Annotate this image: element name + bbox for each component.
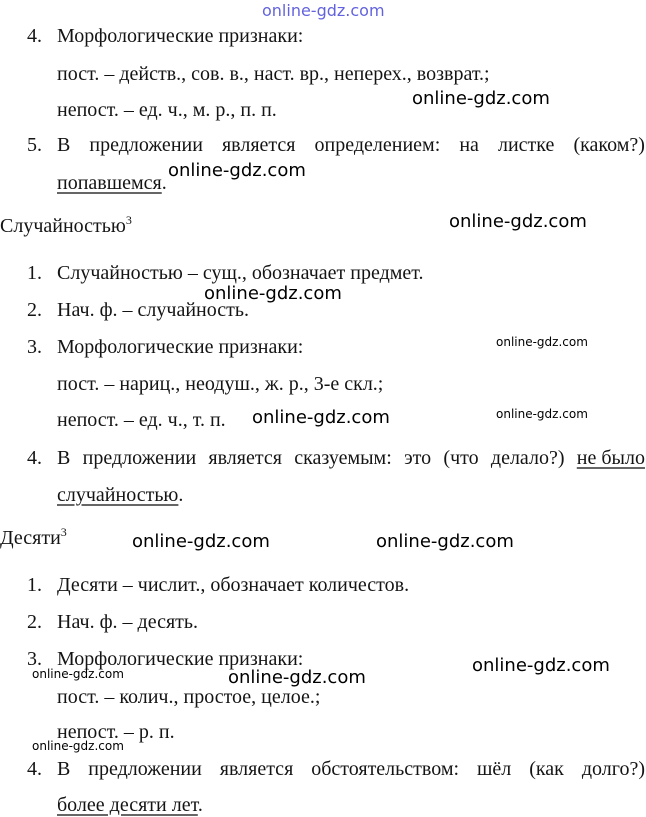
period: . — [161, 172, 167, 194]
word: В — [57, 134, 71, 156]
watermark: online-gdz.com — [204, 283, 342, 304]
item-text-continuation — [57, 171, 167, 195]
item-text: Десяти – числит., обозначает количестов. — [57, 574, 410, 596]
item-number: 2. — [27, 299, 42, 321]
word: В — [57, 758, 71, 780]
watermark: online-gdz.com — [472, 655, 610, 676]
period: . — [178, 484, 184, 506]
word: является — [219, 758, 294, 780]
watermark: online-gdz.com — [252, 407, 390, 428]
word: В — [57, 447, 71, 469]
word: предложении — [88, 758, 202, 780]
word: является — [221, 134, 296, 156]
heading-text: Случайностью — [0, 215, 126, 237]
section-heading — [0, 214, 132, 238]
watermark: online-gdz.com — [32, 739, 124, 753]
word: на — [459, 134, 479, 156]
item-number: 4. — [27, 447, 42, 469]
word: определением: — [314, 134, 441, 156]
item-text: Нач. ф. – десять. — [57, 611, 199, 633]
constant-features: пост. – колич., простое, целое.; — [57, 686, 321, 708]
heading-sup: 3 — [60, 525, 67, 539]
watermark: online-gdz.com — [449, 211, 587, 232]
variable-features: непост. – ед. ч., т. п. — [57, 409, 226, 431]
word: делало?) — [490, 447, 565, 469]
item-number: 2. — [27, 611, 42, 633]
watermark: online-gdz.com — [496, 407, 588, 421]
watermark: online-gdz.com — [32, 667, 124, 681]
item-text-justified — [57, 757, 645, 781]
underlined-word: случайностью — [57, 484, 179, 506]
item-text: Морфологические признаки: — [57, 336, 304, 358]
underlined-word: не было — [576, 447, 645, 469]
word: предложении — [82, 447, 197, 469]
item-number: 1. — [27, 574, 42, 596]
constant-features: пост. – действ., сов. в., наст. вр., неперех., возврат.; — [57, 63, 490, 85]
item-number: 5. — [27, 134, 42, 156]
variable-features: непост. – р. п. — [57, 721, 175, 743]
word: является — [208, 447, 282, 469]
watermark: online-gdz.com — [132, 531, 270, 552]
item-text-continuation — [57, 793, 203, 817]
word: (как — [529, 758, 564, 780]
item-number: 4. — [27, 758, 42, 780]
word: шёл — [477, 758, 512, 780]
item-text-justified — [57, 446, 645, 470]
item-number: 3. — [27, 648, 42, 670]
word: сказуемым: — [294, 447, 392, 469]
item-text-justified — [57, 133, 645, 157]
word: листке — [498, 134, 555, 156]
word: предложении — [89, 134, 203, 156]
period: . — [197, 794, 203, 816]
variable-features: непост. – ед. ч., м. р., п. п. — [57, 99, 277, 121]
watermark: online-gdz.com — [228, 667, 366, 688]
word: (что — [443, 447, 479, 469]
word: это — [404, 447, 432, 469]
word: (каком?) — [573, 134, 645, 156]
item-text: Морфологические признаки: — [57, 25, 304, 47]
watermark-top: online-gdz.com — [262, 1, 385, 20]
constant-features: пост. – нариц., неодуш., ж. р., 3-е скл.; — [57, 373, 384, 395]
item-number: 4. — [27, 25, 42, 47]
watermark: online-gdz.com — [168, 160, 306, 181]
word: обстоятельством: — [311, 758, 460, 780]
section-heading — [0, 526, 67, 550]
heading-sup: 3 — [125, 213, 132, 227]
item-number: 1. — [27, 262, 42, 284]
watermark: online-gdz.com — [376, 531, 514, 552]
heading-text: Десяти — [0, 527, 61, 549]
watermark: online-gdz.com — [412, 88, 550, 109]
underlined-phrase: более десяти лет — [57, 794, 198, 816]
item-text: Случайностью – сущ., обозначает предмет. — [57, 262, 424, 284]
item-text: Морфологические признаки: — [57, 648, 304, 670]
underlined-word: попавшемся — [57, 172, 162, 194]
item-text: Нач. ф. – случайность. — [57, 299, 249, 321]
item-number: 3. — [27, 336, 42, 358]
item-text-continuation — [57, 483, 183, 507]
word: долго?) — [581, 758, 645, 780]
watermark: online-gdz.com — [496, 335, 588, 349]
